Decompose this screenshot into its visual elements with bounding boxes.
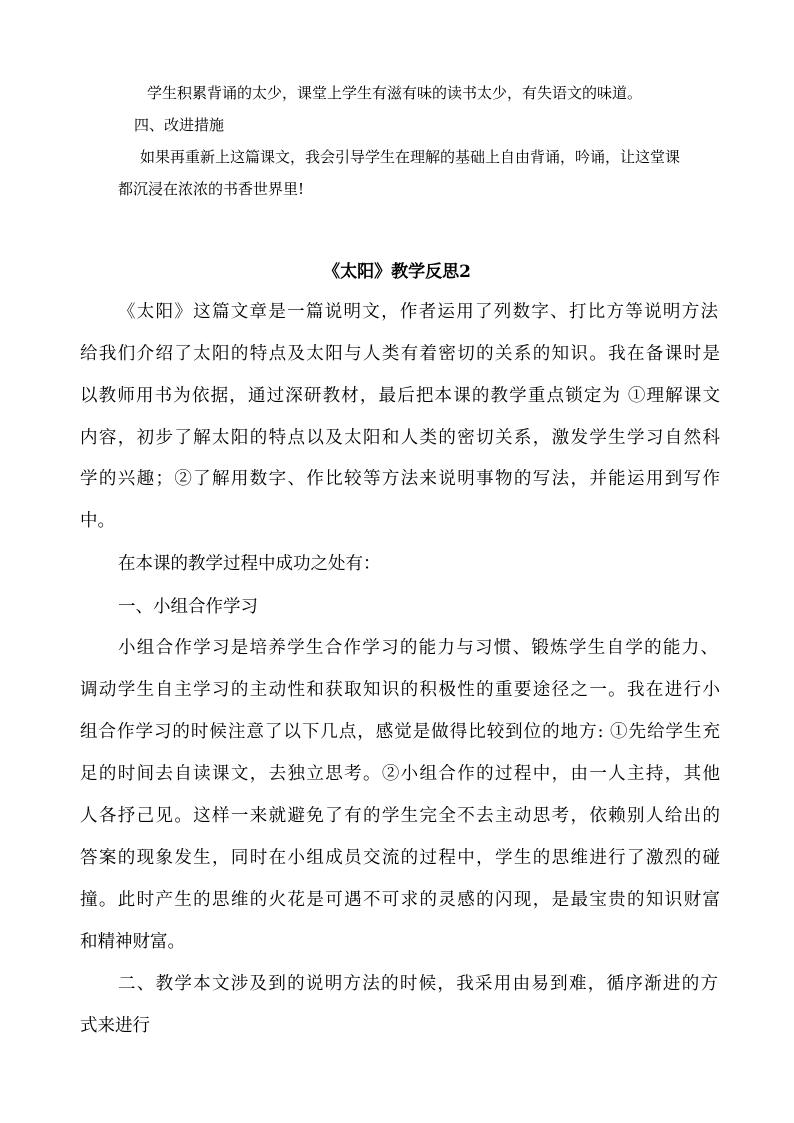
paragraph-line: 式来进行 <box>80 1016 150 1036</box>
paragraph-line: 以教师用书为依据，通过深研教材，最后把本课的教学重点锁定为 ①理解课文 <box>80 386 720 406</box>
paragraph-line: 学的兴趣；②了解用数字、作比较等方法来说明事物的写法，并能运用到写作 <box>80 469 720 489</box>
paragraph-line: 和精神财富。 <box>80 932 185 952</box>
paragraph-line: 组合作学习的时候注意了以下几点，感觉是做得比较到位的地方: ①先给学生充 <box>80 722 720 742</box>
section-heading: 四、改进措施 <box>134 116 225 134</box>
paragraph-line: 调动学生自主学习的主动性和获取知识的积极性的重要途径之一。我在进行小 <box>80 680 720 700</box>
paragraph-line: 小组合作学习是培养学生合作学习的能力与习惯、锻炼学生自学的能力、 <box>118 638 718 658</box>
paragraph-line: 在本课的教学过程中成功之处有： <box>118 554 381 574</box>
paragraph-line: 答案的现象发生，同时在小组成员交流的过程中，学生的思维进行了激烈的碰 <box>80 848 720 868</box>
paragraph-line: 给我们介绍了太阳的特点及太阳与人类有着密切的关系的知识。我在备课时是 <box>80 344 720 364</box>
paragraph-line: 二、教学本文涉及到的说明方法的时候，我采用由易到难，循序渐进的方 <box>118 974 718 994</box>
text-line: 都沉浸在浓浓的书香世界里! <box>118 180 305 198</box>
paragraph-line: 中。 <box>80 511 115 531</box>
document-title: 《太阳》教学反思2 <box>323 262 471 282</box>
section-heading: 一、小组合作学习 <box>118 597 258 617</box>
paragraph-line: 足的时间去自读课文，去独立思考。②小组合作的过程中，由一人主持，其他 <box>80 764 720 784</box>
paragraph-line: 人各抒己见。这样一来就避免了有的学生完全不去主动思考，依赖别人给出的 <box>80 806 720 826</box>
text-line: 学生积累背诵的太少，课堂上学生有滋有味的读书太少，有失语文的味道。 <box>147 84 643 102</box>
paragraph-line: 撞。此时产生的思维的火花是可遇不可求的灵感的闪现，是最宝贵的知识财富 <box>80 890 720 910</box>
paragraph-line: 《太阳》这篇文章是一篇说明文，作者运用了列数字、打比方等说明方法 <box>118 302 718 322</box>
paragraph-line: 内容，初步了解太阳的特点以及太阳和人类的密切关系，激发学生学习自然科 <box>80 428 720 448</box>
text-line: 如果再重新上这篇课文，我会引导学生在理解的基础上自由背诵，吟诵，让这堂课 <box>140 148 681 166</box>
